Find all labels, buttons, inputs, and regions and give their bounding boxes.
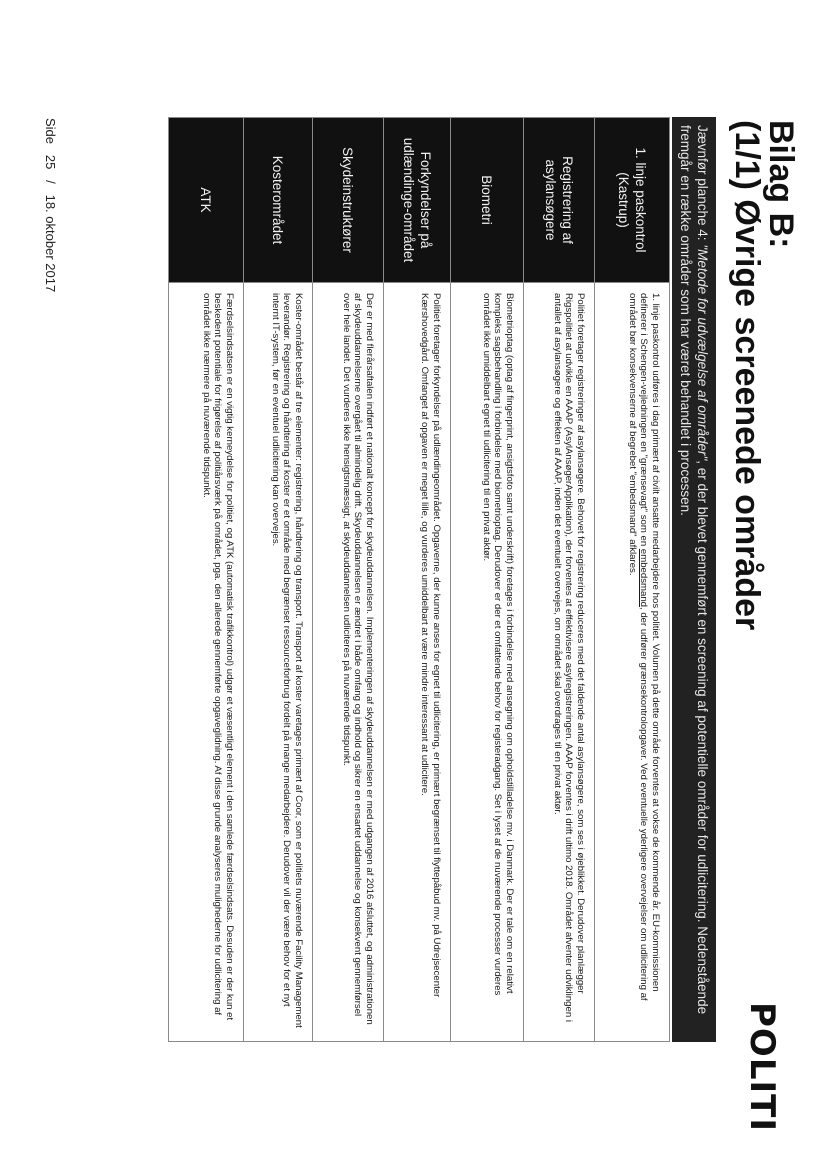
politi-logo: POLITI [742, 1002, 782, 1132]
row-label: 1. linje paskontrol (Kastrup) [595, 118, 670, 283]
row-label: Kosterområdet [244, 118, 313, 283]
row-description: Politiet foretager forkyndelser på udlændingeområdet. Opgaverne, der kunne anses for egnet til udlicitering, er primært begrænset til flyttepåbud mv. på Udrejsecenter Kærshovedgård. Omfanget af opgaven er meget lille, og vurderes umiddelbart at være mindre interessant at udlicitere. [384, 283, 451, 1042]
page-title [730, 120, 798, 630]
intro-quote: "Metode for udvælgelse af områder" [695, 244, 710, 461]
table-row [169, 118, 244, 1042]
intro-rest: , er der blevet gennemført en screening af potentielle områder for udlicitering. Nedenstående fremgår en række områder som har været behandlet i processen. [678, 125, 710, 1015]
row-label: ATK [169, 118, 244, 283]
title-line-1: Bilag B: [762, 120, 800, 249]
intro-banner [672, 117, 716, 1042]
row-description: Færdselsindsatsen er en vigtig kerneydelse for politiet, og ATK (automatisk trafikkontrol) udgør et væsentligt element i den samlede færdselsindsats. Desuden er der kun et beskedent potentiale for frigørelse af politiårsværk på området, pga. den allerede gennemførte opgaveglidning. Af disse grunde analyseres mulighederne for udlicitering af området ikke nærmere på nuværende tidspunkt. [169, 283, 244, 1042]
underlined-term: embedsmand [638, 548, 650, 608]
table-row [451, 118, 524, 1042]
title-line-2: (1/1) Øvrige screenede områder [728, 120, 766, 631]
table-row [384, 118, 451, 1042]
row-label: Skydeinstruktører [313, 118, 384, 283]
row-description: Der er med flerårsaftalen indført et nationalt koncept for skydeuddannelsen. Implementeringen af skydeuddannelsen er med udgangen af 2016 afsluttet, og administrationen af skydeuddannelserne overgået til almindelig drift. Skydeuddannelsen er ændret i både omfang og indhold og sikrer en ensartet uddannelse og konsekvent gennemførsel over hele landet. Det vurderes ikke hensigtsmæssigt, at skydeuddannelsen udliciteres på nuværende tidspunkt. [313, 283, 384, 1042]
row-description: Koster-området består af tre elementer: registrering, håndtering og transport. Transport af koster varetages primært af Coor, som er politiets nuværende Facility Management leverandør. Registrering og håndtering af koster er et område med begrænset ressourceforbrug fordelt på mange medarbejdere. Derudover vil der være behov for et nyt internt IT-system, før en eventuel udlicitering kan overvejes. [244, 283, 313, 1042]
row-label: Biometri [451, 118, 524, 283]
screened-areas-table [168, 117, 670, 1042]
table-row [244, 118, 313, 1042]
table-row [313, 118, 384, 1042]
row-label: Registrering af asylansøgere [524, 118, 595, 283]
row-description: 1. linje paskontrol udføres i dag primært af civilt ansatte medarbejdere hos politiet. Volumen på dette område forventes at vokse de kommende år. EU-kommissionen definerer i Schengen-vejledningen en "grænsevagt" som en embedsmand, der udfører grænsekontrolopgaver. Ved eventuelle yderligere overvejelser om udlicitering af området bør konsekvenserne af begrebet "embedsmand" afklares. [595, 283, 670, 1042]
row-description: Politiet foretager registreringer af asylansøgere. Behovet for registrering reduceres med det faldende antal asylansøgere, som ses i øjeblikket. Derudover planlægger Rigspolitiet at udvikle en AAAP (AsylAnsøgerApplikation), der forventes at effektivisere asylregistreringen. AAAP forventes i drift ultimo 2018. Området afventer udviklingen i antallet af asylansøgere og effekten af AAAP, inden det eventuelt overvejes, om området skal overdrages til en privat aktør. [524, 283, 595, 1042]
row-description: Biometrioptag (optag af fingerprint, ansigtsfoto samt underskrift) foretages i forbindelse med ansøgning om opholdstilladelse mv. i Danmark. Der er tale om en relativt kompleks sagsbehandling i forbindelse med biometrioptag. Derudover er der et omfattende behov for registeradgang. Set i lyset af de nuværende processer vurderes området ikke umiddelbart egnet til udlicitering til en privat aktør. [451, 283, 524, 1042]
row-label: Forkyndelser på udlændinge-området [384, 118, 451, 283]
table-row [595, 118, 670, 1042]
intro-prefix: Jævnfør planche 4: [695, 125, 710, 245]
table-row [524, 118, 595, 1042]
page-footer: Side 25 / 18. oktober 2017 [43, 118, 58, 293]
